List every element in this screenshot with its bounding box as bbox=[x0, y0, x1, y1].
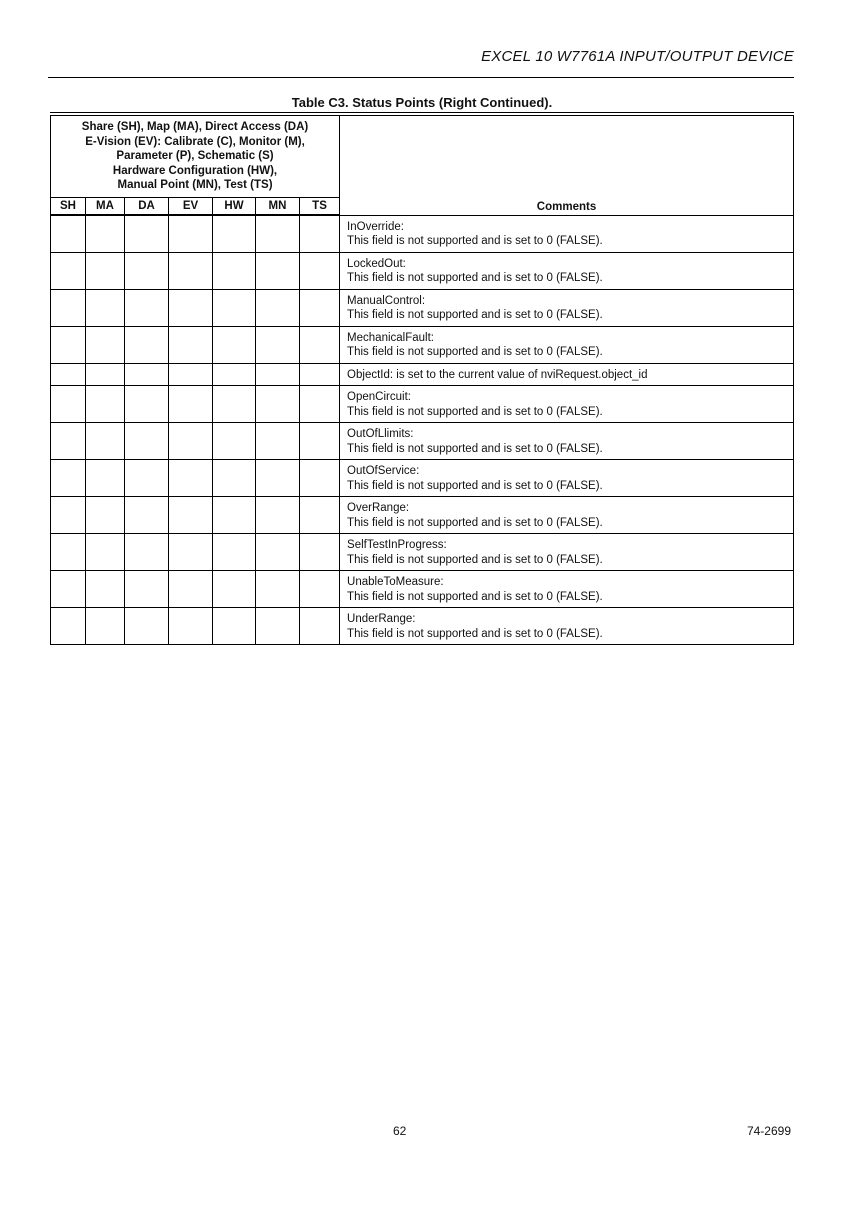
status-point-name: OverRange: bbox=[347, 502, 410, 514]
empty-cell-hw bbox=[213, 460, 256, 497]
empty-cell-mn bbox=[256, 497, 300, 534]
empty-cell-ma bbox=[86, 386, 125, 423]
status-point-description: This field is not supported and is set to 0 (FALSE). bbox=[347, 516, 603, 529]
empty-cell-ts bbox=[300, 363, 340, 386]
status-point-description: This field is not supported and is set to 0 (FALSE). bbox=[347, 627, 603, 640]
empty-cell-ts bbox=[300, 423, 340, 460]
empty-cell-da bbox=[125, 326, 169, 363]
empty-cell-da bbox=[125, 534, 169, 571]
empty-cell-hw bbox=[213, 497, 256, 534]
empty-cell-mn bbox=[256, 571, 300, 608]
empty-cell-ma bbox=[86, 571, 125, 608]
empty-cell-ev bbox=[169, 497, 213, 534]
empty-cell-ev bbox=[169, 534, 213, 571]
table-row bbox=[51, 571, 794, 608]
empty-cell-mn bbox=[256, 326, 300, 363]
empty-cell-ma bbox=[86, 423, 125, 460]
group-header-line: Share (SH), Map (MA), Direct Access (DA) bbox=[81, 121, 309, 133]
empty-cell-ts bbox=[300, 252, 340, 289]
page-number: 62 bbox=[393, 1124, 407, 1138]
empty-cell-hw bbox=[213, 215, 256, 252]
comment-cell bbox=[340, 215, 794, 252]
comment-cell bbox=[340, 252, 794, 289]
title-rule bbox=[50, 112, 794, 113]
running-header: EXCEL 10 W7761A INPUT/OUTPUT DEVICE bbox=[481, 48, 794, 65]
empty-cell-ma bbox=[86, 363, 125, 386]
status-point-description: This field is not supported and is set to 0 (FALSE). bbox=[347, 479, 603, 492]
comment-cell bbox=[340, 363, 794, 386]
empty-cell-ts bbox=[300, 534, 340, 571]
empty-cell-ma bbox=[86, 608, 125, 645]
empty-cell-sh bbox=[51, 326, 86, 363]
empty-cell-ev bbox=[169, 215, 213, 252]
status-point-name: MechanicalFault: bbox=[347, 331, 434, 344]
empty-cell-mn bbox=[256, 460, 300, 497]
empty-cell-da bbox=[125, 386, 169, 423]
comment-cell bbox=[340, 497, 794, 534]
empty-cell-da bbox=[125, 363, 169, 386]
table-row bbox=[51, 363, 794, 386]
empty-cell-sh bbox=[51, 289, 86, 326]
empty-cell-ts bbox=[300, 571, 340, 608]
empty-cell-hw bbox=[213, 423, 256, 460]
column-header-mn: MN bbox=[256, 198, 300, 216]
empty-cell-hw bbox=[213, 571, 256, 608]
column-header-ts: TS bbox=[300, 198, 340, 216]
status-point-description: This field is not supported and is set to 0 (FALSE). bbox=[347, 309, 603, 321]
empty-cell-ts bbox=[300, 497, 340, 534]
empty-cell-sh bbox=[51, 460, 86, 497]
empty-cell-ev bbox=[169, 363, 213, 386]
empty-cell-ev bbox=[169, 252, 213, 289]
column-header-da: DA bbox=[125, 198, 169, 216]
empty-cell-ev bbox=[169, 423, 213, 460]
empty-cell-sh bbox=[51, 497, 86, 534]
empty-cell-mn bbox=[256, 289, 300, 326]
access-group-header bbox=[51, 116, 340, 198]
empty-cell-ts bbox=[300, 386, 340, 423]
comment-cell bbox=[340, 571, 794, 608]
empty-cell-sh bbox=[51, 571, 86, 608]
group-header-line: E-Vision (EV): Calibrate (C), Monitor (M), bbox=[85, 135, 305, 148]
empty-cell-sh bbox=[51, 534, 86, 571]
status-point-name: OpenCircuit: bbox=[347, 391, 411, 403]
comments-header: Comments bbox=[340, 116, 794, 216]
document-number: 74-2699 bbox=[746, 1124, 791, 1138]
status-point-name: UnableToMeasure: bbox=[347, 576, 444, 588]
table-row bbox=[51, 252, 794, 289]
empty-cell-ma bbox=[86, 497, 125, 534]
empty-cell-hw bbox=[213, 363, 256, 386]
empty-cell-ma bbox=[86, 252, 125, 289]
status-points-table bbox=[50, 115, 794, 645]
comment-cell bbox=[340, 423, 794, 460]
status-point-name: OutOfService: bbox=[347, 465, 420, 477]
empty-cell-da bbox=[125, 289, 169, 326]
comment-cell bbox=[340, 608, 794, 645]
empty-cell-mn bbox=[256, 423, 300, 460]
column-header-ma: MA bbox=[86, 198, 125, 216]
column-header-hw: HW bbox=[213, 198, 256, 216]
comment-cell bbox=[340, 289, 794, 326]
empty-cell-hw bbox=[213, 386, 256, 423]
table-row bbox=[51, 423, 794, 460]
empty-cell-ev bbox=[169, 326, 213, 363]
empty-cell-da bbox=[125, 497, 169, 534]
empty-cell-ma bbox=[86, 289, 125, 326]
status-point-name: OutOfLlimits: bbox=[347, 428, 414, 440]
table-row bbox=[51, 289, 794, 326]
empty-cell-sh bbox=[51, 423, 86, 460]
empty-cell-hw bbox=[213, 326, 256, 363]
empty-cell-ma bbox=[86, 534, 125, 571]
empty-cell-hw bbox=[213, 252, 256, 289]
empty-cell-sh bbox=[51, 363, 86, 386]
empty-cell-sh bbox=[51, 252, 86, 289]
table-row bbox=[51, 326, 794, 363]
empty-cell-hw bbox=[213, 608, 256, 645]
empty-cell-da bbox=[125, 252, 169, 289]
status-point-description: This field is not supported and is set to 0 (FALSE). bbox=[347, 442, 603, 455]
empty-cell-ma bbox=[86, 460, 125, 497]
table-row bbox=[51, 608, 794, 645]
group-header-line: Manual Point (MN), Test (TS) bbox=[117, 179, 273, 192]
empty-cell-hw bbox=[213, 534, 256, 571]
status-point-description: This field is not supported and is set to 0 (FALSE). bbox=[347, 235, 603, 247]
empty-cell-da bbox=[125, 608, 169, 645]
table-row bbox=[51, 534, 794, 571]
header-rule bbox=[48, 77, 794, 78]
empty-cell-ma bbox=[86, 326, 125, 363]
comment-cell bbox=[340, 326, 794, 363]
empty-cell-da bbox=[125, 423, 169, 460]
empty-cell-da bbox=[125, 571, 169, 608]
empty-cell-ev bbox=[169, 608, 213, 645]
empty-cell-mn bbox=[256, 363, 300, 386]
status-point-description: This field is not supported and is set to 0 (FALSE). bbox=[347, 272, 603, 284]
empty-cell-ev bbox=[169, 571, 213, 608]
empty-cell-ts bbox=[300, 326, 340, 363]
table-row bbox=[51, 497, 794, 534]
status-point-description: This field is not supported and is set to 0 (FALSE). bbox=[347, 346, 603, 358]
empty-cell-ev bbox=[169, 289, 213, 326]
comment-cell bbox=[340, 460, 794, 497]
empty-cell-sh bbox=[51, 215, 86, 252]
group-header-line: Hardware Configuration (HW), bbox=[112, 164, 278, 177]
status-point-name: ObjectId: is set to the current value of nviRequest.object_id bbox=[347, 368, 648, 381]
table-body bbox=[51, 215, 794, 645]
status-point-name: SelfTestInProgress: bbox=[347, 539, 447, 551]
table-title: Table C3. Status Points (Right Continued). bbox=[291, 95, 553, 110]
table-row bbox=[51, 460, 794, 497]
empty-cell-mn bbox=[256, 386, 300, 423]
empty-cell-mn bbox=[256, 252, 300, 289]
empty-cell-mn bbox=[256, 534, 300, 571]
empty-cell-hw bbox=[213, 289, 256, 326]
status-point-name: LockedOut: bbox=[347, 257, 406, 270]
empty-cell-da bbox=[125, 460, 169, 497]
status-point-description: This field is not supported and is set to 0 (FALSE). bbox=[347, 590, 603, 603]
column-header-ev: EV bbox=[169, 198, 213, 216]
status-point-name: InOverride: bbox=[347, 220, 404, 233]
status-point-description: This field is not supported and is set to 0 (FALSE). bbox=[347, 405, 603, 418]
status-point-name: ManualControl: bbox=[347, 294, 426, 307]
empty-cell-ev bbox=[169, 386, 213, 423]
table-row bbox=[51, 386, 794, 423]
empty-cell-da bbox=[125, 215, 169, 252]
empty-cell-ts bbox=[300, 460, 340, 497]
empty-cell-sh bbox=[51, 386, 86, 423]
table-row bbox=[51, 215, 794, 252]
comment-cell bbox=[340, 534, 794, 571]
empty-cell-mn bbox=[256, 215, 300, 252]
status-point-name: UnderRange: bbox=[347, 613, 416, 625]
empty-cell-ev bbox=[169, 460, 213, 497]
empty-cell-ma bbox=[86, 215, 125, 252]
empty-cell-sh bbox=[51, 608, 86, 645]
group-header-line: Parameter (P), Schematic (S) bbox=[116, 150, 274, 163]
empty-cell-ts bbox=[300, 289, 340, 326]
status-point-description: This field is not supported and is set to 0 (FALSE). bbox=[347, 553, 603, 566]
empty-cell-mn bbox=[256, 608, 300, 645]
column-header-sh: SH bbox=[51, 198, 86, 216]
empty-cell-ts bbox=[300, 608, 340, 645]
comment-cell bbox=[340, 386, 794, 423]
empty-cell-ts bbox=[300, 215, 340, 252]
